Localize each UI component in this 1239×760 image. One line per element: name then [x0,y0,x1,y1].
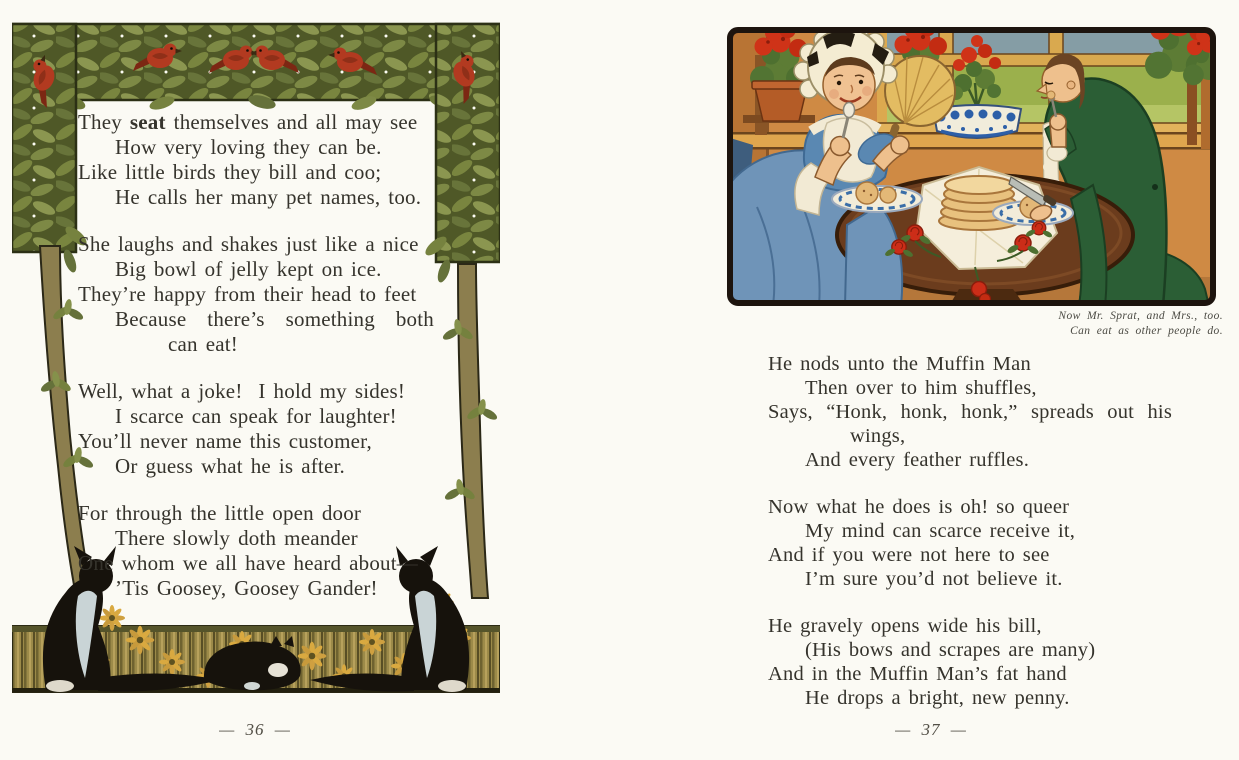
poem-line: Like little birds they bill and coo; [78,160,382,184]
stanza [78,379,434,479]
illustration-art [727,27,1216,306]
stanza [768,614,1172,710]
stanza [78,110,434,210]
poem-line: can eat! [168,332,238,356]
poem-line: They seat themselves and all may see [78,110,418,134]
poem-line: She laughs and shakes just like a nice [78,232,419,256]
poem-line: He gravely opens wide his bill, [768,615,1042,637]
poem-line: There slowly doth meander [115,526,358,550]
poem-line: For through the little open door [78,501,362,525]
poem-line: Because there’s something both [115,307,434,331]
right-tree-trunk [441,264,499,598]
poem-line: ’Tis Goosey, Goosey Gander! [115,576,378,600]
poem-line: Big bowl of jelly kept on ice. [115,257,382,281]
caption-line: Can eat as other people do. [1070,325,1223,337]
right-poem [768,352,1172,733]
stanza [78,501,434,601]
caption-line: Now Mr. Sprat, and Mrs., too. [1058,310,1223,322]
poem-line: Now what he does is oh! so queer [768,496,1070,518]
poem-line: He nods unto the Muffin Man [768,353,1031,375]
poem-line: And every feather ruffles. [805,449,1030,471]
poem-line: My mind can scarce receive it, [805,520,1076,542]
poem-line: Says, “Honk, honk, honk,” spreads out his [768,401,1172,423]
poem-line: He calls her many pet names, too. [115,185,422,209]
top-foliage-band [12,24,500,113]
left-page [12,16,500,704]
poem-line: I scarce can speak for laughter! [115,404,397,428]
poem-line: Then over to him shuffles, [805,377,1037,399]
poem-line: How very loving they can be. [115,135,382,159]
illustration-caption [943,309,1223,339]
poem-line: He drops a bright, new penny. [805,687,1070,709]
poem-line: Well, what a joke! I hold my sides! [78,379,406,403]
page-number-right: — 37 — [895,720,967,739]
poem-line: wings, [850,425,906,447]
page-number-left: — 36 — [219,720,291,739]
poem-line: And if you were not here to see [768,544,1050,566]
illustration [727,27,1216,306]
left-poem [78,110,434,623]
stanza [768,495,1172,591]
poem-line: One whom we all have heard about— [78,551,418,575]
stanza [78,232,434,357]
poem-line: (His bows and scrapes are many) [805,639,1096,661]
poem-line: Or guess what he is after. [115,454,345,478]
poem-line: I’m sure you’d not believe it. [805,568,1063,590]
poem-line: You’ll never name this customer, [78,429,372,453]
poem-line: They’re happy from their head to feet [78,282,417,306]
stanza [768,352,1172,472]
poem-line: And in the Muffin Man’s fat hand [768,663,1067,685]
